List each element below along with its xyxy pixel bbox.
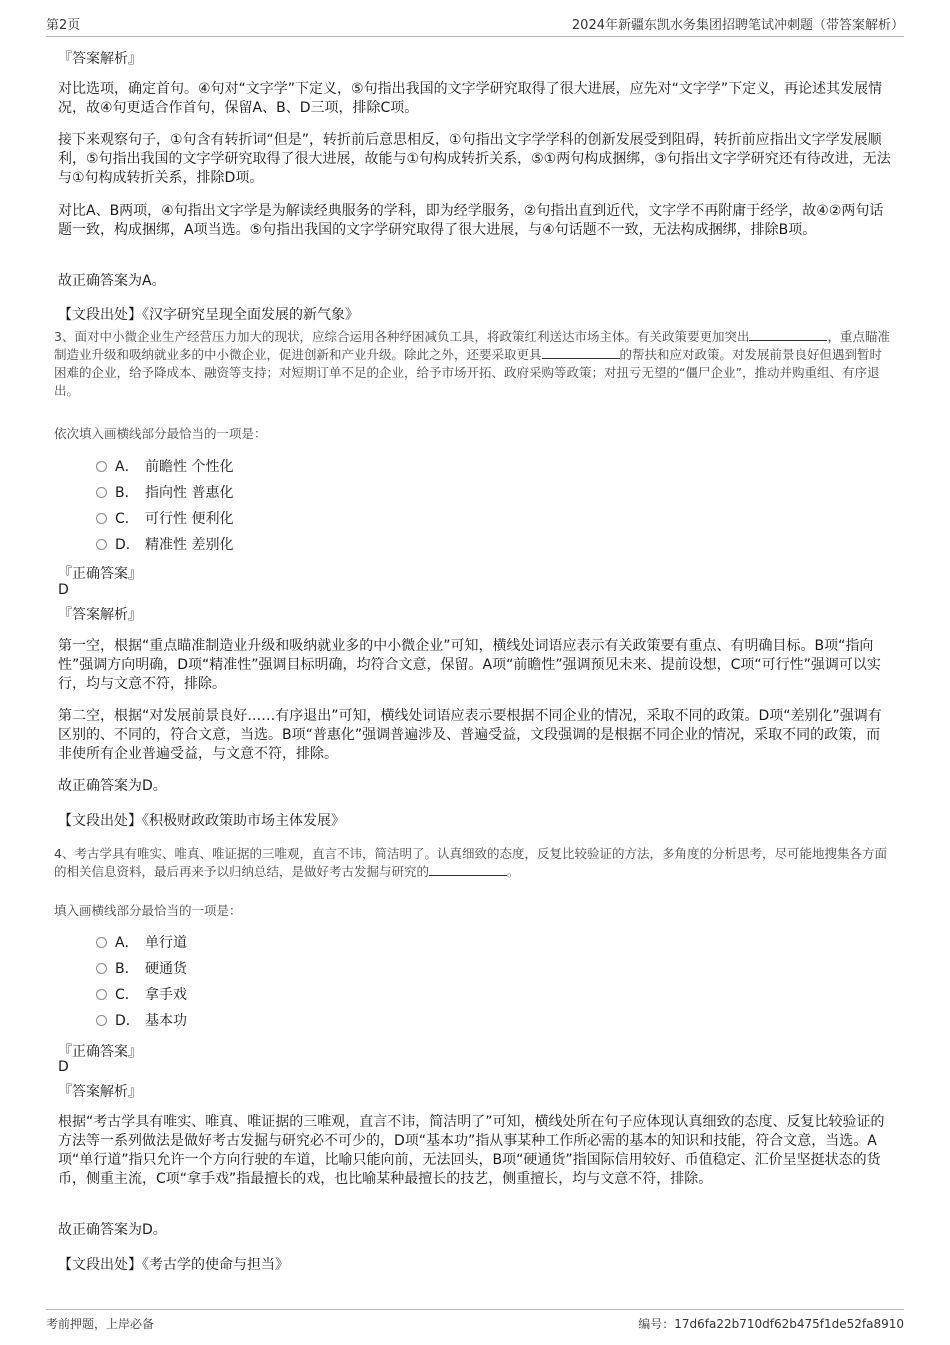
correct-answer: D [58, 582, 69, 598]
radio-icon[interactable] [96, 513, 107, 524]
radio-icon[interactable] [96, 487, 107, 498]
answer-statement: 故正确答案为D。 [58, 778, 167, 794]
source-citation: 【文段出处】《汉字研究呈现全面发展的新气象》 [58, 307, 359, 323]
option-c[interactable]: C． 拿手戏 [96, 985, 187, 1005]
radio-icon[interactable] [96, 461, 107, 472]
document-title: 2024年新疆东凯水务集团招聘笔试冲刺题（带答案解析） [571, 18, 904, 33]
correct-answer: D [58, 1059, 69, 1075]
question-4-text: 4、考古学具有唯实、唯真、唯证据的三唯观，直言不讳，简洁明了。认真细致的态度，反复比较验证的方法，多角度的分析思考，尽可能地搜集各方面的相关信息资料，最后再来予以归纳总结，是做好考古发掘与研究的 。 [54, 846, 887, 879]
question-instruction: 填入画横线部分最恰当的一项是： [54, 903, 242, 918]
answer-statement: 故正确答案为D。 [58, 1222, 167, 1238]
radio-icon[interactable] [96, 937, 107, 948]
page-header [46, 14, 904, 37]
source-citation: 【文段出处】《积极财政政策助市场主体发展》 [58, 813, 345, 829]
answer-statement: 故正确答案为A。 [58, 273, 166, 289]
analysis-paragraph: 第一空，根据“重点瞄准制造业升级和吸纳就业多的中小微企业”可知，横线处词语应表示有关政策要有重点、有明确目标。B项“指向性”强调方向明确，D项“精准性”强调目标明确，均符合文意，保留。A项“前瞻性”强调预见未来、提前设想，C项“可行性”强调可以实行，均与文意不符，排除。 [58, 638, 881, 692]
analysis-paragraph: 第二空，根据“对发展前景良好……有序退出”可知，横线处词语应表示要根据不同企业的情况，采取不同的政策。D项“差别化”强调有区别的、不同的，符合文意，当选。B项“普惠化”强调普遍涉及、普遍受益，文段强调的是根据不同企业的情况，采取不同的政策，而非使所有企业普遍受益，与文意不符，排除。 [58, 708, 882, 762]
analysis-paragraph: 接下来观察句子，①句含有转折词“但是”，转折前后意思相反，①句指出文字学学科的创新发展受到阻碍，转折前应指出文字学发展顺利，⑤句指出我国的文字学研究取得了很大进展，故能与①句构成转折关系，⑤①两句构成捆绑，③句指出文字学研究还有待改进，无法与①句构成转折关系，排除D项。 [58, 132, 891, 186]
page-footer [46, 1309, 904, 1334]
radio-icon[interactable] [96, 963, 107, 974]
analysis-paragraph: 对比选项，确定首句。④句对“文字学”下定义，⑤句指出我国的文字学研究取得了很大进展，应先对“文字学”下定义，再论述其发展情况，故④句更适合作首句，保留A、B、D三项，排除C项。 [58, 81, 883, 116]
radio-icon[interactable] [96, 539, 107, 550]
option-d[interactable]: D． 精准性 差别化 [96, 535, 233, 555]
analysis-label: 『答案解析』 [58, 51, 142, 67]
radio-icon[interactable] [96, 989, 107, 1000]
answer-blank [429, 863, 507, 876]
answer-blank [749, 328, 827, 341]
analysis-label: 『答案解析』 [58, 1084, 142, 1100]
correct-answer-label: 『正确答案』 [58, 1044, 142, 1060]
option-a[interactable]: A． 单行道 [96, 933, 187, 953]
question-3-text: 3、面对中小微企业生产经营压力加大的现状，应综合运用各种纾困减负工具，将政策红利送达市场主体。有关政策要更加突出 ，重点瞄准制造业升级和吸纳就业多的中小微企业，促进创新和产业升级。除此之外，还要采取更具 的帮扶和应对政策。对发展前景良好但遇到暂时困难的企业，给予降成本、融资等支持；对短期订单不足的企业，给予市场开拓、政府采购等政策；对扭亏无望的“僵尸企业”，推动并购重组、有序退出。 [54, 329, 890, 398]
question-instruction: 依次填入画横线部分最恰当的一项是： [54, 426, 267, 441]
radio-icon[interactable] [96, 1015, 107, 1026]
option-b[interactable]: B． 指向性 普惠化 [96, 483, 233, 503]
analysis-paragraph: 对比A、B两项，④句指出文字学是为解读经典服务的学科，即为经学服务，②句指出直到近代，文字学不再附庸于经学，故④②两句话题一致，构成捆绑，A项当选。⑤句指出我国的文字学研究取得了很大进展，与④句话题不一致，无法构成捆绑，排除B项。 [58, 203, 884, 238]
answer-blank [542, 346, 620, 359]
source-citation: 【文段出处】《考古学的使命与担当》 [58, 1257, 289, 1273]
footer-slogan: 考前押题，上岸必备 [46, 1317, 155, 1331]
option-c[interactable]: C． 可行性 便利化 [96, 509, 233, 529]
correct-answer-label: 『正确答案』 [58, 566, 142, 582]
analysis-paragraph: 根据“考古学具有唯实、唯真、唯证据的三唯观，直言不讳，简洁明了”可知，横线处所在句子应体现认真细致的态度、反复比较验证的方法等一系列做法是做好考古发掘与研究必不可少的，D项“基本功”指从事某种工作所必需的基本的知识和技能，符合文意，当选。A项“单行道”指只允许一个方向行驶的车道，比喻只能向前，无法回头，B项“硬通货”指国际信用较好、币值稳定、汇价呈坚挺状态的货币，侧重主流，C项“拿手戏”指最擅长的戏，也比喻某种最擅长的技艺，侧重擅长，均与文意不符，排除。 [58, 1114, 885, 1187]
page-number: 第2页 [46, 18, 81, 33]
analysis-label: 『答案解析』 [58, 607, 142, 623]
document-code: 编号：17d6fa22b710df62b475f1de52fa8910 [638, 1317, 904, 1331]
option-d[interactable]: D． 基本功 [96, 1011, 187, 1031]
option-a[interactable]: A． 前瞻性 个性化 [96, 457, 233, 477]
option-b[interactable]: B． 硬通货 [96, 959, 187, 979]
